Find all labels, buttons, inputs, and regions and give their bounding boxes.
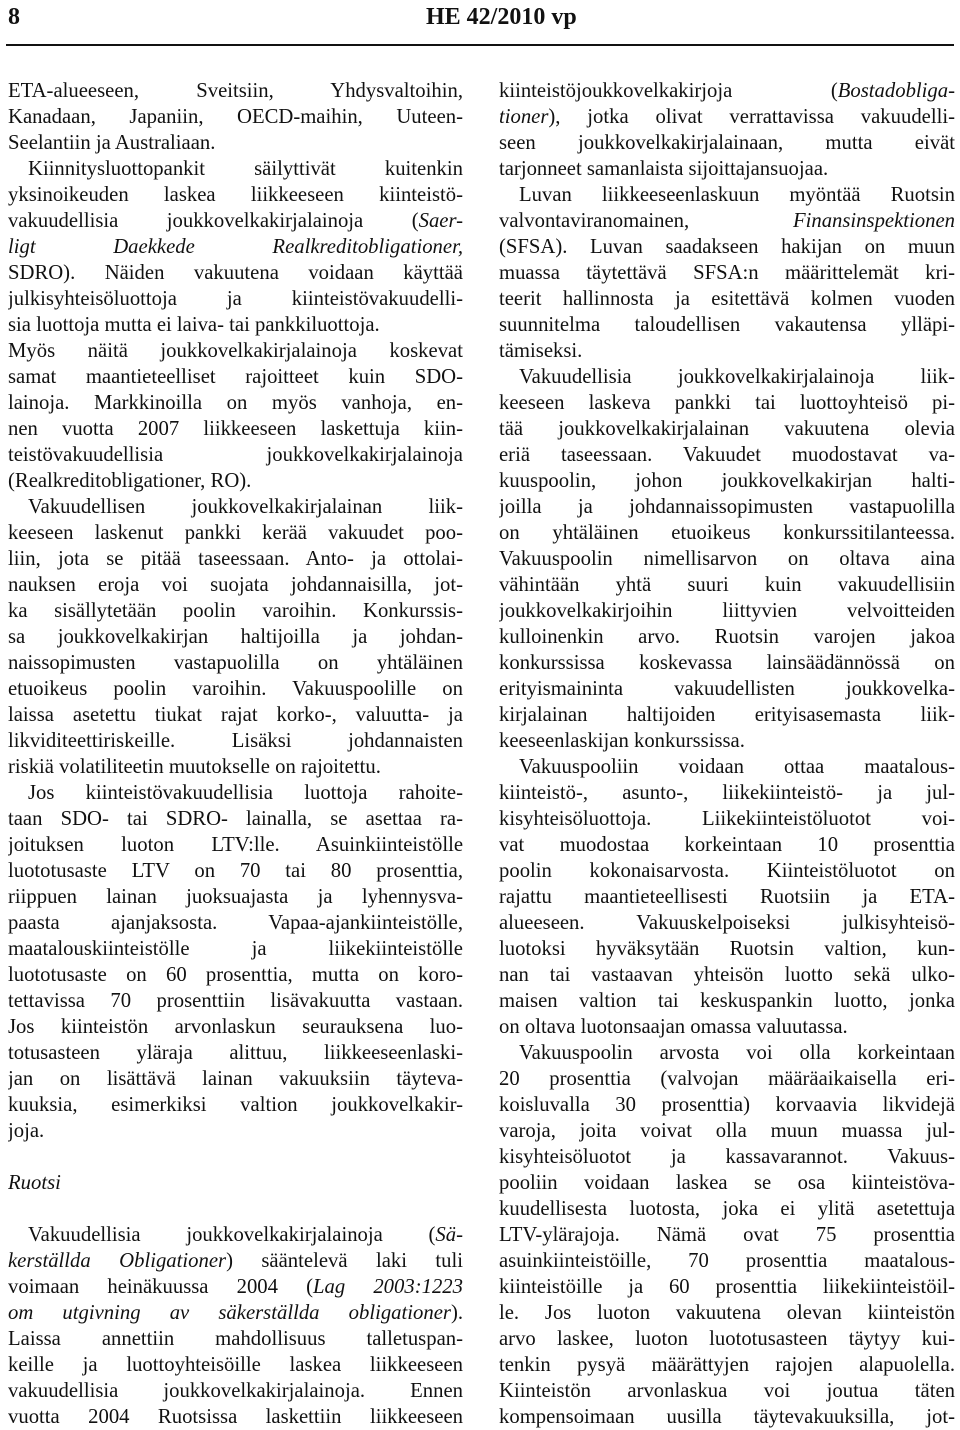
text-line: keille ja luottoyhteisöille laskea liikkeeseen [8,1354,463,1376]
text-line: Vakuuspoolin nimellisarvon on oltava aina [499,548,955,570]
text-line: vakuudellisia joukkovelkakirjalainoja. Ennen [8,1380,463,1402]
text-line: ka sisällytetään poolin varoihin. Konkurssis- [8,600,463,622]
text-line: arvo laskee, luoton luototusasteen täytyy kui- [499,1328,955,1350]
text-line: kompensoimaan uusilla täytevakuuksilla, jot- [499,1406,955,1428]
text-line: naissopimusten vastapuolilla on yhtäläinen [8,652,463,674]
text-line: Jos kiinteistön arvonlaskun seurauksena luo- [8,1016,463,1038]
text-line: erityismaininta vakuudellisten joukkovelka- [499,678,955,700]
text-line: kuuspoolin, johon joukkovelkakirjan halti- [499,470,955,492]
text-line: joilla ja johdannaissopimusten vastapuolilla [499,496,955,518]
text-line: joja. [8,1120,45,1142]
text-line: teistövakuudellisia joukkovelkakirjalainoja [8,444,463,466]
text-line: nan tai vastaavan yhteisön luotto sekä ulko- [499,964,955,986]
blank-line [8,1144,463,1170]
text-line: Vakuuspooliin voidaan ottaa maatalous- [519,756,955,778]
text-line: maisen valtion tai keskuspankin luotto, jonka [499,990,955,1012]
text-line: suunnitelma taloudellisen vakautensa ylläpi- [499,314,955,336]
text-line: kiinteistöille ja 60 prosenttia liikekiinteistöil- [499,1276,955,1298]
text-line: Luvan liikkeeseenlaskuun myöntää Ruotsin [519,184,955,206]
text-line: LTV-ylärajoja. Nämä ovat 75 prosenttia [499,1224,955,1246]
text-line: (Realkreditobligationer, RO). [8,470,252,492]
text-line: sa joukkovelkakirjan haltijoilla ja johdan- [8,626,463,648]
text-line: kuudellisesta luotosta, joka ei ylitä asetettuja [499,1198,955,1220]
text-line: Seelantiin ja Australiaan. [8,132,216,154]
text-line: Vakuudellisia joukkovelkakirjalainoja liik- [519,366,955,388]
text-line: vat muodostaa korkeintaan 10 prosenttia [499,834,955,856]
text-line: on oltava luotonsaajan omassa valuutassa. [499,1016,848,1038]
text-line: 20 prosenttia (valvojan määräaikaisella eri- [499,1068,955,1090]
text-line: poolin kokonaisarvosta. Kiinteistöluotot on [499,860,955,882]
text-line: (SFSA). Luvan saadakseen hakijan on muun [499,236,955,258]
text-line: muassa täytettävä SFSA:n määrittelemät kri- [499,262,955,284]
text-line: om utgivning av säkerställda obligationer). [8,1302,463,1324]
text-line: Myös näitä joukkovelkakirjalainoja koskevat [8,340,463,362]
text-line: Kiinnitysluottopankit säilyttivät kuitenkin [28,158,463,180]
text-line: vähintään yhtä suuri kuin vakuudellisiin [499,574,955,596]
text-line: kirjalainan haltijoiden erityisasemasta liik- [499,704,955,726]
text-line: vakuudellisia joukkovelkakirjalainoja (Saer- [8,210,463,232]
text-line: lainoja. Markkinoilla on myös vanhoja, en- [8,392,463,414]
text-line: tämiseksi. [499,340,583,362]
text-line: joukkovelkakirjoihin liittyvien velvoitteiden [499,600,955,622]
text-line: alueeseen. Vakuuskelpoiseksi julkisyhteisö- [499,912,955,934]
left-column [8,78,463,1430]
header-rule [6,44,954,46]
text-line: kiinteistöjoukkovelkakirjoja (Bostadobliga- [499,80,955,102]
text-line: keeseen laskeva pankki tai luottoyhteisö pi- [499,392,955,414]
text-line: luotoksi hyväksytään Ruotsin valtion, kun- [499,938,955,960]
text-line: riskiä volatiliteetin muutokselle on rajoitettu. [8,756,381,778]
text-line: taan SDO- tai SDRO- lainalla, se asettaa ra- [8,808,463,830]
text-line: teerit hallinnosta ja esitettävä kolmen vuoden [499,288,955,310]
text-line: kerställda Obligationer) sääntelevä laki tuli [8,1250,463,1272]
text-line: joituksen luoton LTV:lle. Asuinkiinteistölle [8,834,463,856]
text-line: Kanadaan, Japaniin, OECD-maihin, Uuteen- [8,106,463,128]
blank-line [8,1196,463,1222]
text-line: riippuen lainan juoksuajasta ja lyhennysva- [8,886,463,908]
text-line: Laissa annettiin mahdollisuus talletuspan- [8,1328,463,1350]
text-line: voimaan heinäkuussa 2004 (Lag 2003:1223 [8,1276,463,1298]
text-line: Vakuuspoolin arvosta voi olla korkeintaan [519,1042,955,1064]
text-line: kuuksia, esimerkiksi valtion joukkovelkakir- [8,1094,463,1116]
text-line: maatalouskiinteistölle ja liikekiinteistölle [8,938,463,960]
text-line: keeseen laskenut pankki kerää vakuudet poo- [8,522,463,544]
text-line: Vakuudellisen joukkovelkakirjalainan liik- [28,496,463,518]
text-line: varoja, joita voivat olla muun muassa jul- [499,1120,955,1142]
text-line: eriä taseessaan. Vakuudet muodostavat va- [499,444,955,466]
text-line: tarjonneet samanlaista sijoittajansuojaa. [499,158,829,180]
text-line: konkurssissa koskevassa lainsäädännössä on [499,652,955,674]
text-line: tenkin pysyä määrättyjen rajojen alapuolella. [499,1354,955,1376]
text-line: julkisyhteisöluottoja ja kiinteistövakuudelli- [8,288,463,310]
text-line: yksinoikeuden laskea liikkeeseen kiinteistö- [8,184,463,206]
text-line: keeseenlaskijan konkurssissa. [499,730,745,752]
text-line: paasta ajanjaksosta. Vapaa-ajankiinteistölle, [8,912,463,934]
text-line: kiinteistö-, asunto-, liikekiinteistö- ja jul- [499,782,955,804]
text-line: liin, jota se pitää taseessaan. Anto- ja ottolai- [8,548,463,570]
text-line: Kiinteistön arvonlaskua voi joutua täten [499,1380,955,1402]
text-line: jan on lisättävä lainan vakuuksiin täyteva- [8,1068,463,1090]
page-number: 8 [8,4,20,30]
text-line: Vakuudellisia joukkovelkakirjalainoja (Sä- [28,1224,463,1246]
text-line: on yhtäläinen etuoikeus konkurssitilanteessa. [499,522,955,544]
text-line: Jos kiinteistövakuudellisia luottoja rahoite- [28,782,463,804]
text-line: totusasteen yläraja alittuu, liikkeeseenlaski- [8,1042,463,1064]
text-line: kisyhteisöluotot ja kassavarannot. Vakuus- [499,1146,955,1168]
text-line: ligt Daekkede Realkreditobligationer, [8,236,463,258]
document-id: HE 42/2010 vp [426,4,577,30]
text-line: pooliin voidaan laskea se osa kiinteistöva- [499,1172,955,1194]
right-column [499,78,955,1430]
text-line: luototusaste on 60 prosenttia, mutta on koro- [8,964,463,986]
text-line: asuinkiinteistöille, 70 prosenttia maatalous- [499,1250,955,1272]
text-line: vuotta 2004 Ruotsissa laskettiin liikkeeseen [8,1406,463,1428]
text-line: samat maantieteelliset rajoitteet kuin SDO- [8,366,463,388]
text-line: tää joukkovelkakirjalainan vakuutena olevia [499,418,955,440]
text-line: likviditeettiriskeille. Lisäksi johdannaisten [8,730,463,752]
text-line: sia luottoja mutta ei laiva- tai pankkiluottoja. [8,314,380,336]
text-line: luototusaste LTV on 70 tai 80 prosenttia, [8,860,463,882]
text-line: tioner), jotka olivat verrattavissa vakuudelli- [499,106,955,128]
text-line: seen joukkovelkakirjalainaan, mutta eivät [499,132,955,154]
text-line: ETA-alueeseen, Sveitsiin, Yhdysvaltoihin, [8,80,463,102]
text-line: kulloinenkin arvo. Ruotsin varojen jakoa [499,626,955,648]
section-heading: Ruotsi [8,1172,61,1194]
text-line: koisluvalla 30 prosenttia) korvaavia likvidejä [499,1094,955,1116]
text-line: laissa asetettu tiukat rajat korko-, valuutta- ja [8,704,463,726]
text-line: SDRO). Näiden vakuutena voidaan käyttää [8,262,463,284]
text-line: kisyhteisöluottoja. Liikekiinteistöluotot voi- [499,808,955,830]
text-line: valvontaviranomainen, Finansinspektionen [499,210,955,232]
text-line: tettavissa 70 prosenttiin lisävakuutta vastaan. [8,990,463,1012]
text-line: rajattu maantieteellisesti Ruotsiin ja ETA- [499,886,955,908]
text-line: etuoikeus poolin varoihin. Vakuuspoolille on [8,678,463,700]
text-line: nen vuotta 2007 liikkeeseen laskettuja kiin- [8,418,463,440]
text-line: nauksen eroja voi suojata johdannaisilla, jot- [8,574,463,596]
text-line: le. Jos luoton vakuutena olevan kiinteistön [499,1302,955,1324]
